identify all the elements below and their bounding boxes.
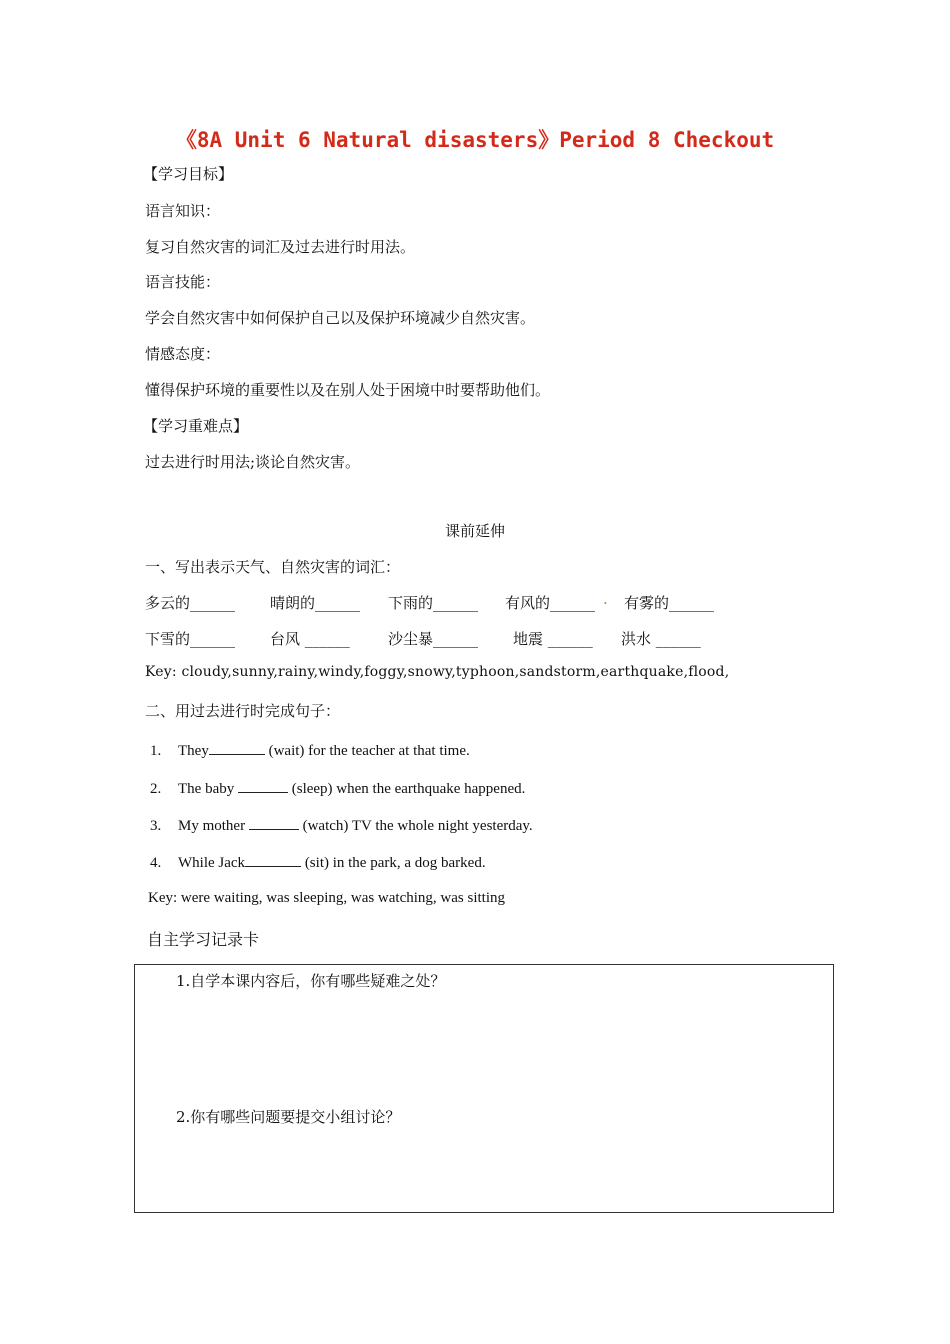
sentence-before: They [178, 743, 209, 759]
sentence-number: 3. [150, 818, 162, 834]
part1-title: 一、写出表示天气、自然灾害的词汇： [145, 558, 401, 576]
document-title: 《8A Unit 6 Natural disasters》Period 8 Checkout [175, 128, 775, 152]
vocab-row-2-item: 下雪的______ [145, 630, 236, 648]
vocab-row-2-item: 地震 ______ [513, 630, 593, 648]
attitude-text: 懂得保护环境的重要性以及在别人处于困境中时要帮助他们。 [145, 381, 551, 399]
vocab-row-1-item: 下雨的______ [388, 594, 479, 612]
vocab-row-1-item: 有雾的______ [624, 594, 715, 612]
vocab-row-1-item: 晴朗的______ [270, 594, 361, 612]
sentence-after: (sleep) when the earthquake happened. [287, 781, 526, 797]
language-knowledge-text: 复习自然灾害的词汇及过去进行时用法。 [145, 238, 416, 256]
objectives-heading: 【学习目标】 [143, 165, 234, 183]
vocab-row-1-item: 有风的______ [505, 594, 596, 612]
vocab-row-2-item: 洪水 ______ [621, 630, 701, 648]
record-question-2: 2.你有哪些问题要提交小组讨论？ [176, 1108, 401, 1126]
sentence-before: My mother [178, 818, 249, 834]
vocab-row-1-item: 多云的______ [145, 594, 236, 612]
sentence-item [150, 778, 525, 798]
vocab-dot: . [603, 590, 608, 608]
sentence-item [150, 740, 470, 760]
record-card-box[interactable] [134, 964, 834, 1213]
sentence-number: 2. [150, 781, 162, 797]
sentence-item [150, 815, 533, 835]
answer-blank[interactable] [249, 815, 299, 830]
sentence-before: While Jack [178, 855, 246, 871]
language-skills-label: 语言技能： [145, 273, 221, 291]
sentence-item [150, 852, 486, 872]
answer-blank[interactable] [245, 852, 301, 867]
sentence-number: 1. [150, 743, 162, 759]
attitude-label: 情感态度： [145, 345, 221, 363]
sentence-after: (wait) for the teacher at that time. [264, 743, 470, 759]
sentences-key: Key: were waiting, was sleeping, was watching, was sitting [148, 890, 506, 906]
vocab-row-2-item: 沙尘暴______ [388, 630, 479, 648]
record-question-1: 1.自学本课内容后，你有哪些疑难之处？ [176, 972, 446, 990]
vocab-key: Key: cloudy,sunny,rainy,windy,foggy,snowy,typhoon,sandstorm,earthquake,flood, [145, 664, 730, 680]
language-knowledge-label: 语言知识： [145, 202, 221, 220]
answer-blank[interactable] [238, 778, 288, 793]
record-card-title: 自主学习记录卡 [147, 930, 260, 949]
answer-blank[interactable] [209, 740, 265, 755]
vocab-row-2-item: 台风 ______ [270, 630, 350, 648]
sentence-number: 4. [150, 855, 162, 871]
key-points-text: 过去进行时用法;谈论自然灾害。 [145, 453, 361, 471]
part2-title: 二、用过去进行时完成句子： [145, 702, 341, 720]
language-skills-text: 学会自然灾害中如何保护自己以及保护环境减少自然灾害。 [145, 309, 536, 327]
key-points-heading: 【学习重难点】 [143, 417, 249, 435]
pre-class-heading: 课前延伸 [444, 522, 505, 540]
sentence-after: (sit) in the park, a dog barked. [301, 855, 486, 871]
sentence-after: (watch) TV the whole night yesterday. [298, 818, 533, 834]
sentence-before: The baby [178, 781, 238, 797]
